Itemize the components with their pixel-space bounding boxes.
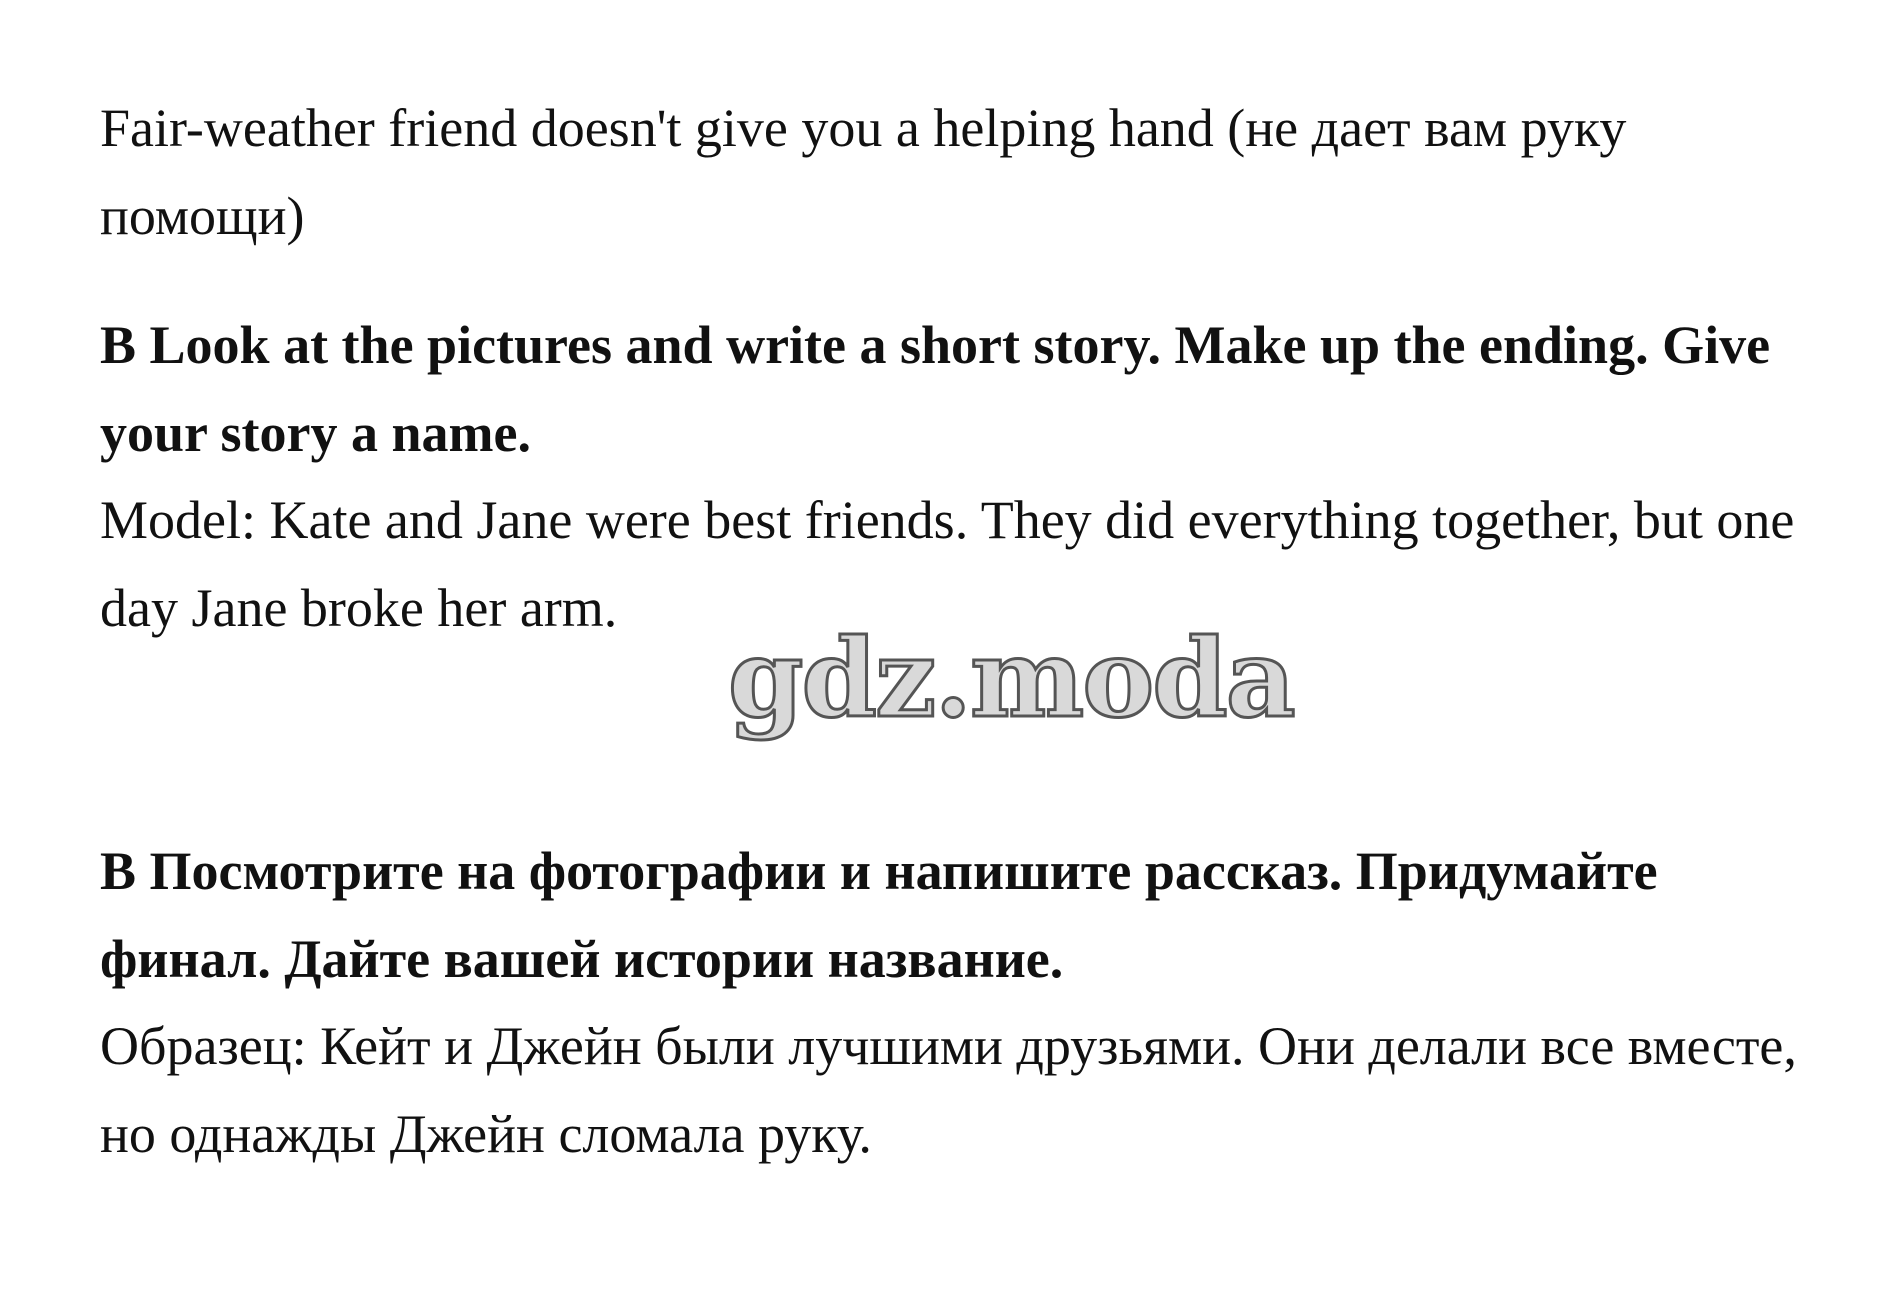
task-english-model: Model: Kate and Jane were best friends. They did everything together, but one day Jane broke her arm. [100,490,1795,638]
watermark-logo: gdz.moda [728,616,1294,742]
task-english-title: B Look at the pictures and write a short story. Make up the ending. Give your story a name. [100,315,1771,463]
intro-text: Fair-weather friend doesn't give you a helping hand (не дает вам руку помощи) [100,98,1627,246]
task-russian-model: Образец: Кейт и Джейн были лучшими друзьями. Они делали все вместе, но однажды Джейн сломала руку. [100,1016,1797,1164]
task-russian-title: В Посмотрите на фотографии и напишите рассказ. Придумайте финал. Дайте вашей истории название. [100,841,1658,989]
